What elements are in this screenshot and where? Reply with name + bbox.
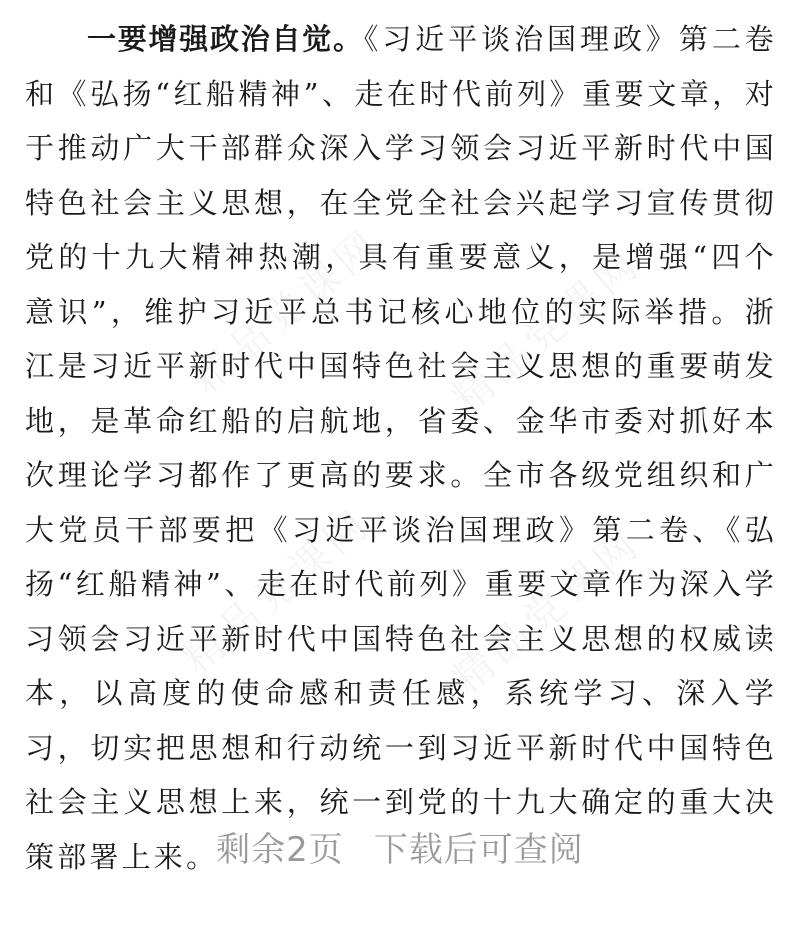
paragraph-lead: 一要增强政治自觉。 [87,22,364,56]
remaining-pages-label: 剩余2页 [216,830,344,870]
download-to-view-prompt[interactable] [0,822,800,871]
paragraph-text: 《习近平谈治国理政》第二卷和《弘扬“红船精神”、走在时代前列》重要文章，对于推动广大干部群众深入学习领会习近平新时代中国特色社会主义思想，在全党全社会兴起学习宣传贯彻党的十九大精神热潮，具有重要意义，是增强“四个意识”，维护习近平总书记核心地位的实际举措。浙江是习近平新时代中国特色社会主义思想的重要萌发地，是革命红船的启航地，省委、金华市委对抓好本次理论学习都作了更高的要求。全市各级党组织和广大党员干部要把《习近平谈治国理政》第二卷、《弘扬“红船精神”、走在时代前列》重要文章作为深入学习领会习近平新时代中国特色社会主义思想的权威读本，以高度的使命感和责任感，系统学习、深入学习，切实把思想和行动统一到习近平新时代中国特色社会主义思想上来，统一到党的十九大确定的重大决策部署上来。 [25,22,777,874]
watermark-4: 精品党课网 [444,519,651,703]
document-paragraph [25,12,777,884]
download-action-label: 下载后可查阅 [373,830,584,870]
watermark-1: 精品党课网 [184,219,391,403]
watermark-2: 精品党课网 [444,239,651,423]
document-body [25,12,777,884]
watermark-3: 精品党课网 [174,499,381,683]
